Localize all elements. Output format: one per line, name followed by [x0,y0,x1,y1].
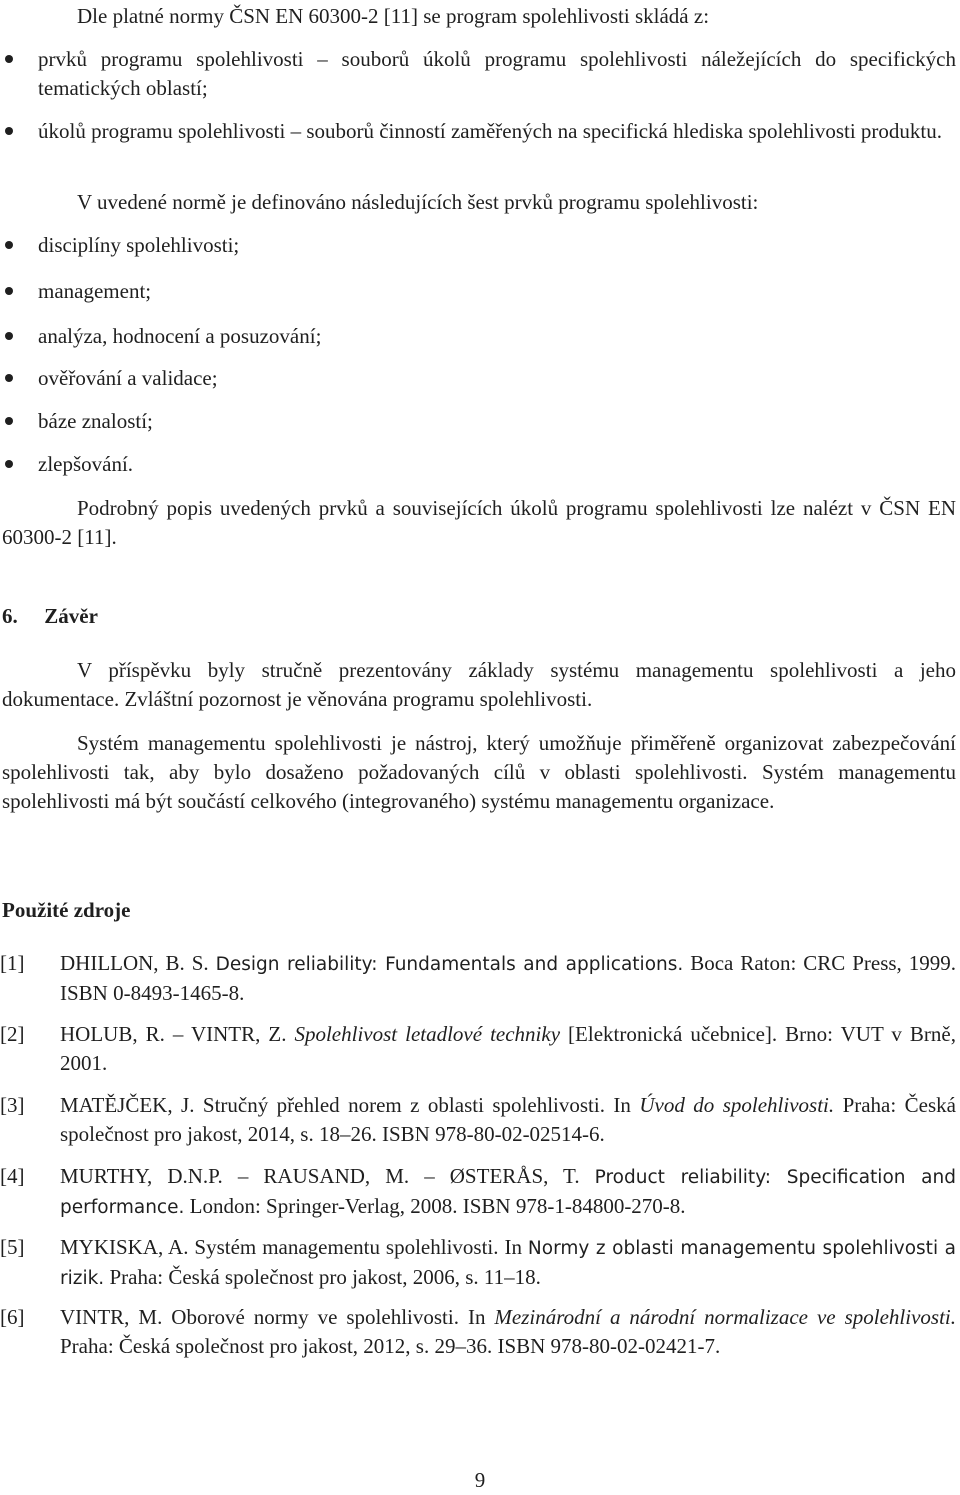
conclusion-paragraph: V příspěvku byly stručně prezentovány základy systému managementu spolehlivosti a jeho dokumentace. Zvláštní pozornost je věnována programu spolehlivosti. [2,658,956,711]
reference-text: VINTR, M. Oborové normy ve spolehlivosti. In Mezinárodní a národní normalizace ve spolehlivosti. Praha: Česká společnost pro jakost, 2012, s. 29–36. ISBN 978-80-02-02421-7. [60,1305,956,1358]
bullet-icon [5,287,13,295]
list-item-text: disciplíny spolehlivosti; [38,233,240,257]
list-item-text: ověřování a validace; [38,366,218,390]
page-number: 9 [474,1468,486,1492]
list-item-text: zlepšování. [38,452,134,476]
reference-text: MYKISKA, A. Systém managementu spolehlivosti. In Normy z oblasti managementu spolehlivosti a rizik. Praha: Česká společnost pro jakost, 2006, s. 11–18. [60,1235,956,1289]
bullet-icon [5,460,13,468]
bullet-icon [5,241,13,249]
list-item-text: analýza, hodnocení a posuzování; [38,324,322,348]
bullet-icon [5,417,13,425]
detail-paragraph: Podrobný popis uvedených prvků a souvisejících úkolů programu spolehlivosti lze nalézt v ČSN EN 60300-2 [11]. [2,496,956,549]
reference-number: [1] [0,951,25,975]
list-item-text: úkolů programu spolehlivosti – souborů činností zaměřených na specifická hlediska spolehlivosti produktu. [38,119,942,143]
reference-number: [3] [0,1093,25,1117]
elements-intro-paragraph: V uvedené normě je definováno následujících šest prvků programu spolehlivosti: [77,190,759,214]
bullet-icon [5,332,13,340]
bullet-icon [5,55,13,63]
bullet-icon [5,127,13,135]
intro-paragraph: Dle platné normy ČSN EN 60300-2 [11] se program spolehlivosti skládá z: [77,4,710,28]
reference-number: [2] [0,1022,25,1046]
conclusion-paragraph: Systém managementu spolehlivosti je nástroj, který umožňuje přiměřeně organizovat zabezpečování spolehlivosti tak, aby bylo dosaženo požadovaných cílů v oblasti spolehlivosti. Systém managementu spolehlivosti má být součástí celkového (integrovaného) systému managementu organizace. [2,731,956,813]
reference-number: [5] [0,1235,25,1259]
reference-text: MATĚJČEK, J. Stručný přehled norem z oblasti spolehlivosti. In Úvod do spolehlivosti. Praha: Česká společnost pro jakost, 2014, s. 18–26. ISBN 978-80-02-02514-6. [60,1093,956,1146]
list-item-text: management; [38,279,152,303]
list-item-text: báze znalostí; [38,409,153,433]
reference-number: [6] [0,1305,25,1329]
bullet-icon [5,374,13,382]
reference-text: HOLUB, R. – VINTR, Z. Spolehlivost letadlové techniky [Elektronická učebnice]. Brno: VUT v Brně, 2001. [60,1022,956,1075]
references-heading: Použité zdroje [2,898,131,922]
reference-number: [4] [0,1164,25,1188]
section-title: Závěr [44,604,98,628]
list-item-text: prvků programu spolehlivosti – souborů úkolů programu spolehlivosti náležejících do specifických tematických oblastí; [38,47,956,100]
section-number: 6. [2,604,18,628]
section-heading [2,602,98,631]
reference-text: MURTHY, D.N.P. – RAUSAND, M. – ØSTERÅS, T. Product reliability: Specification and performance. London: Springer-Verlag, 2008. ISBN 978-1-84800-270-8. [60,1164,956,1218]
reference-text: DHILLON, B. S. Design reliability: Fundamentals and applications. Boca Raton: CRC Press, 1999. ISBN 0-8493-1465-8. [60,951,957,1005]
